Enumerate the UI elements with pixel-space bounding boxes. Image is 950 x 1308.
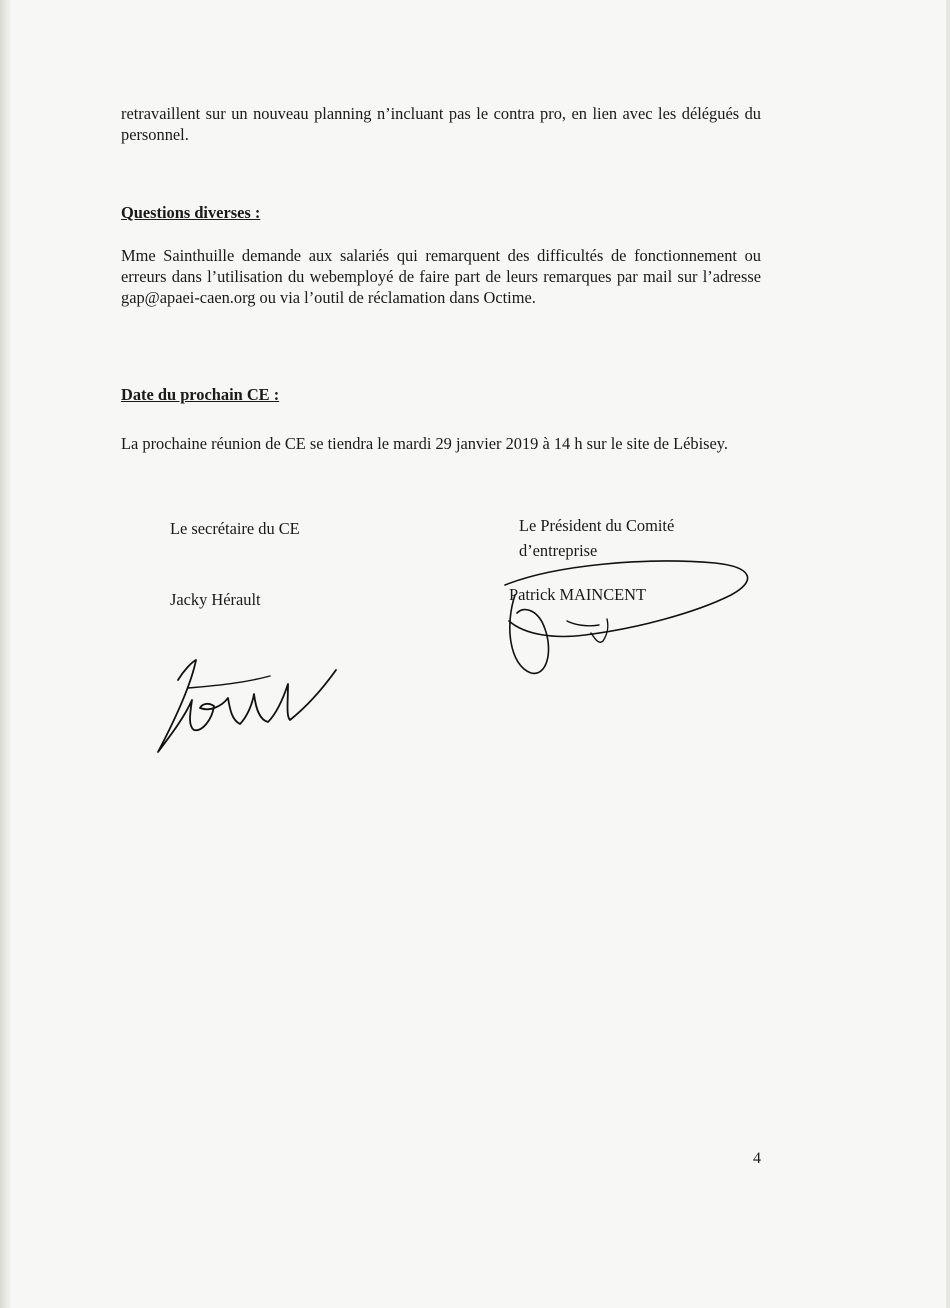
- secretary-name: Jacky Hérault: [170, 590, 261, 609]
- page-number: 4: [753, 1150, 761, 1167]
- questions-heading: Questions diverses :: [121, 203, 261, 222]
- scan-edge: [0, 0, 12, 1308]
- scan-edge: [946, 0, 950, 1308]
- intro-paragraph: retravaillent sur un nouveau planning n’incluant pas le contra pro, en lien avec les délégués du personnel.: [121, 104, 761, 144]
- president-name: Patrick MAINCENT: [509, 585, 647, 604]
- secretary-signature: [150, 640, 340, 760]
- president-role: Le Président du Comité: [519, 516, 675, 535]
- next-meeting-paragraph: La prochaine réunion de CE se tiendra le mardi 29 janvier 2019 à 14 h sur le site de Lébisey.: [121, 434, 729, 453]
- questions-paragraph: Mme Sainthuille demande aux salariés qui remarquent des difficultés de fonctionnement ou erreurs dans l’utilisation du webemployé de faire part de leurs remarques par mail sur l’adresse gap@apaei-caen.org ou via l’outil de réclamation dans Octime.: [121, 246, 761, 307]
- secretary-role: Le secrétaire du CE: [170, 519, 300, 538]
- president-signature: [495, 555, 765, 685]
- next-meeting-heading: Date du prochain CE :: [121, 385, 280, 404]
- president-role-continued: d’entreprise: [519, 541, 598, 560]
